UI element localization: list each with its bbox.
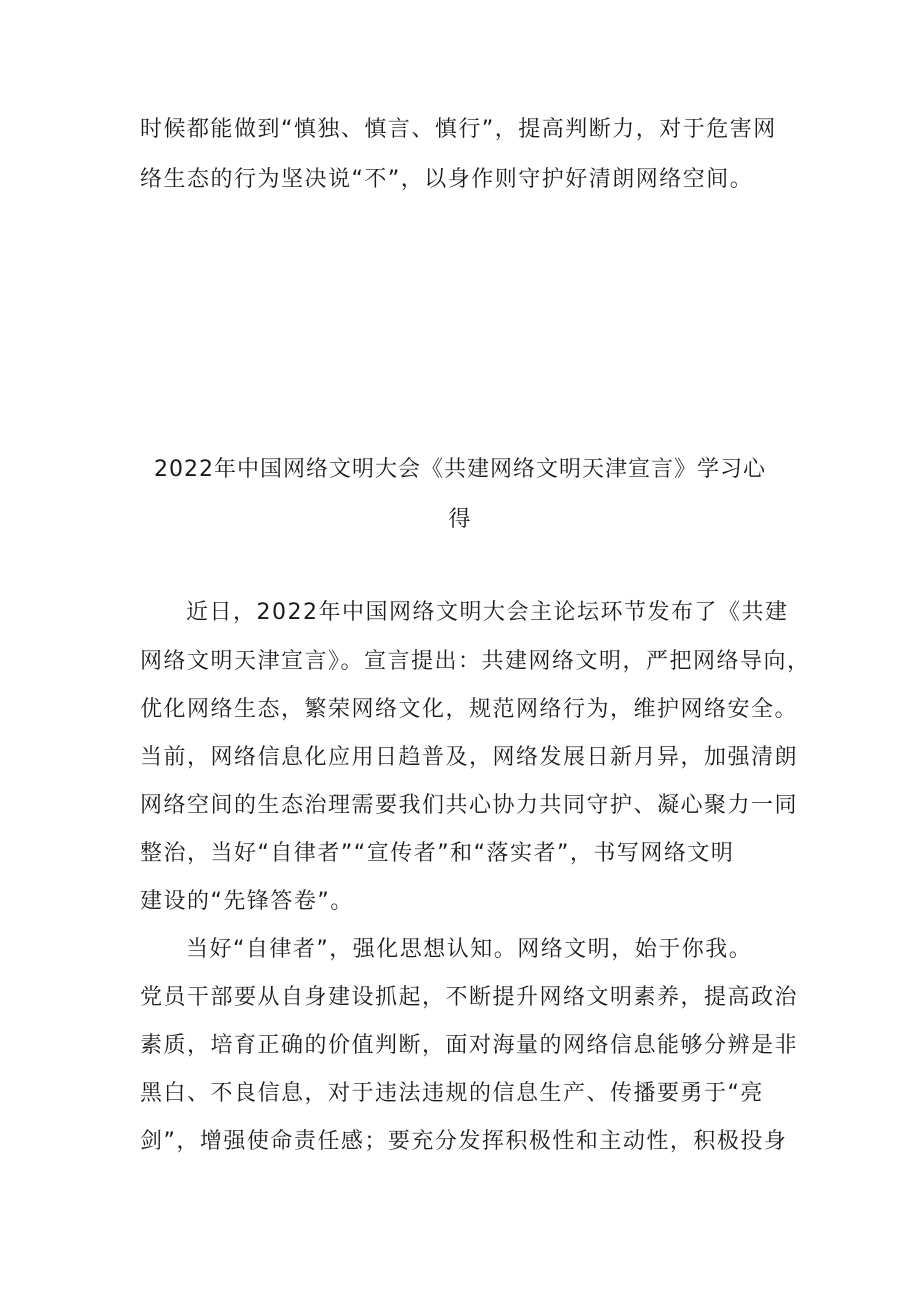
paragraph-1-line-4: 当前，网络信息化应用日趋普及，网络发展日新月异，加强清朗 [140,745,799,770]
paragraph-2-line-4: 黑白、不良信息，对于违法违规的信息生产、传播要勇于“亮 [140,1081,764,1106]
top-paragraph-line-2: 络生态的行为坚决说“不”，以身作则守护好清朗网络空间。 [140,167,754,192]
article-title-line-1: 2022年中国网络文明大会《共建网络文明天津宣言》学习心 [154,457,766,482]
paragraph-1-line-2: 网络文明天津宣言》。宣言提出：共建网络文明，严把网络导向， [140,649,811,674]
paragraph-2-line-5: 剑”，增强使命责任感；要充分发挥积极性和主动性，积极投身 [140,1129,788,1154]
paragraph-1-line-6: 整治，当好“自律者”“宣传者”和“落实者”，书写网络文明 [140,841,735,866]
paragraph-1-line-3: 优化网络生态，繁荣网络文化，规范网络行为，维护网络安全。 [140,697,799,722]
top-paragraph-line-1: 时候都能做到“慎独、慎言、慎行”，提高判断力，对于危害网 [140,117,777,142]
paragraph-2-line-3: 素质，培育正确的价值判断，面对海量的网络信息能够分辨是非 [140,1033,799,1058]
article-title-line-2: 得 [448,507,472,532]
paragraph-1-line-5: 网络空间的生态治理需要我们共心协力共同守护、凝心聚力一同 [140,793,799,818]
paragraph-2-line-2: 党员干部要从自身建设抓起，不断提升网络文明素养，提高政治 [140,985,799,1010]
paragraph-1-line-1: 近日，2022年中国网络文明大会主论坛环节发布了《共建 [186,600,789,625]
paragraph-1-line-7: 建设的“先锋答卷”。 [140,889,354,914]
paragraph-2-line-1: 当好“自律者”，强化思想认知。网络文明，始于你我。 [186,937,753,962]
